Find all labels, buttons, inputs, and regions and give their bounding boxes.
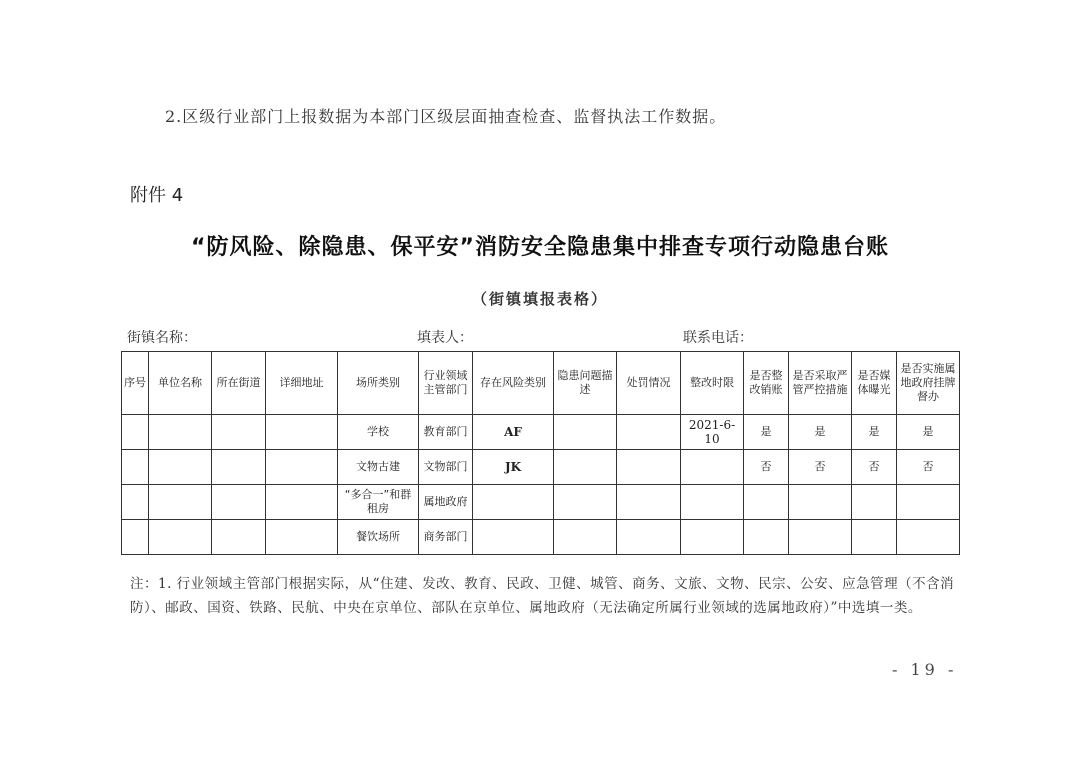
table-cell bbox=[681, 520, 744, 555]
table-cell bbox=[212, 485, 266, 520]
table-cell: 否 bbox=[852, 450, 897, 485]
header-cell: 是否实施属地政府挂牌督办 bbox=[897, 352, 960, 415]
table-row bbox=[122, 415, 960, 450]
table-cell bbox=[789, 520, 852, 555]
table-cell: JK bbox=[473, 450, 554, 485]
table-cell: 文物部门 bbox=[419, 450, 473, 485]
table-cell bbox=[554, 485, 617, 520]
table-cell bbox=[852, 520, 897, 555]
table-cell: 2021-6-10 bbox=[681, 415, 744, 450]
table-cell bbox=[681, 485, 744, 520]
table-cell: 是 bbox=[852, 415, 897, 450]
table-cell bbox=[212, 415, 266, 450]
table-cell: 商务部门 bbox=[419, 520, 473, 555]
table-row bbox=[122, 485, 960, 520]
table-cell: 是 bbox=[897, 415, 960, 450]
table-cell: 餐饮场所 bbox=[338, 520, 419, 555]
attachment-label: 附件 4 bbox=[130, 185, 184, 206]
table-cell bbox=[266, 520, 338, 555]
table-cell bbox=[473, 520, 554, 555]
header-cell: 是否采取严管严控措施 bbox=[789, 352, 852, 415]
table-cell bbox=[554, 520, 617, 555]
table-cell: 教育部门 bbox=[419, 415, 473, 450]
table-cell: 否 bbox=[789, 450, 852, 485]
page-number: - 19 - bbox=[892, 660, 958, 679]
table-cell bbox=[122, 415, 149, 450]
table-cell bbox=[744, 485, 789, 520]
table-cell: AF bbox=[473, 415, 554, 450]
table-cell bbox=[266, 415, 338, 450]
table-cell bbox=[617, 485, 681, 520]
table-header-row bbox=[122, 352, 960, 415]
footnote: 注：1. 行业领域主管部门根据实际，从“住建、发改、教育、民政、卫健、城管、商务、文旅、文物、民宗、公安、应急管理（不含消防）、邮政、国资、铁路、民航、中央在京单位、部队在京单位、属地政府（无法确定所属行业领域的选属地政府）”中选填一类。 bbox=[130, 576, 955, 616]
header-cell: 是否媒体曝光 bbox=[852, 352, 897, 415]
table-cell bbox=[212, 450, 266, 485]
table-cell: 否 bbox=[897, 450, 960, 485]
document-subtitle: （街镇填报表格） bbox=[471, 290, 608, 308]
header-cell: 处罚情况 bbox=[617, 352, 681, 415]
table-cell bbox=[617, 520, 681, 555]
table-cell bbox=[122, 450, 149, 485]
table-cell bbox=[149, 520, 212, 555]
filler-label: 填表人： bbox=[417, 330, 473, 346]
table-cell bbox=[789, 485, 852, 520]
table-cell bbox=[266, 450, 338, 485]
table-cell bbox=[617, 415, 681, 450]
table-cell bbox=[852, 485, 897, 520]
table-cell bbox=[554, 415, 617, 450]
table-row bbox=[122, 520, 960, 555]
table-cell bbox=[897, 520, 960, 555]
table-cell bbox=[266, 485, 338, 520]
table-cell bbox=[897, 485, 960, 520]
table-cell: 学校 bbox=[338, 415, 419, 450]
table-cell bbox=[212, 520, 266, 555]
table-cell: 属地政府 bbox=[419, 485, 473, 520]
header-cell: 场所类别 bbox=[338, 352, 419, 415]
table-cell: 文物古建 bbox=[338, 450, 419, 485]
table-cell: 否 bbox=[744, 450, 789, 485]
header-cell: 行业领域主管部门 bbox=[419, 352, 473, 415]
table-row bbox=[122, 450, 960, 485]
header-cell: 序号 bbox=[122, 352, 149, 415]
document-title: “防风险、除隐患、保平安”消防安全隐患集中排查专项行动隐患台账 bbox=[191, 235, 889, 260]
table-cell: 是 bbox=[744, 415, 789, 450]
phone-label: 联系电话： bbox=[683, 330, 753, 346]
header-cell: 详细地址 bbox=[266, 352, 338, 415]
table-cell: “多合一”和群租房 bbox=[338, 485, 419, 520]
table-cell bbox=[473, 485, 554, 520]
table-cell bbox=[617, 450, 681, 485]
top-note: 2.区级行业部门上报数据为本部门区级层面抽查检查、监督执法工作数据。 bbox=[165, 107, 727, 126]
table-cell bbox=[554, 450, 617, 485]
header-cell: 所在街道 bbox=[212, 352, 266, 415]
hazard-ledger-table bbox=[121, 351, 960, 555]
header-cell: 整改时限 bbox=[681, 352, 744, 415]
table-cell bbox=[744, 520, 789, 555]
table-cell: 是 bbox=[789, 415, 852, 450]
header-cell: 隐患问题描述 bbox=[554, 352, 617, 415]
table-cell bbox=[149, 485, 212, 520]
table-cell bbox=[149, 450, 212, 485]
table-cell bbox=[122, 520, 149, 555]
header-cell: 存在风险类别 bbox=[473, 352, 554, 415]
table-cell bbox=[149, 415, 212, 450]
header-cell: 单位名称 bbox=[149, 352, 212, 415]
table-cell bbox=[681, 450, 744, 485]
table-cell bbox=[122, 485, 149, 520]
town-name-label: 街镇名称： bbox=[127, 330, 197, 346]
header-cell: 是否整改销账 bbox=[744, 352, 789, 415]
